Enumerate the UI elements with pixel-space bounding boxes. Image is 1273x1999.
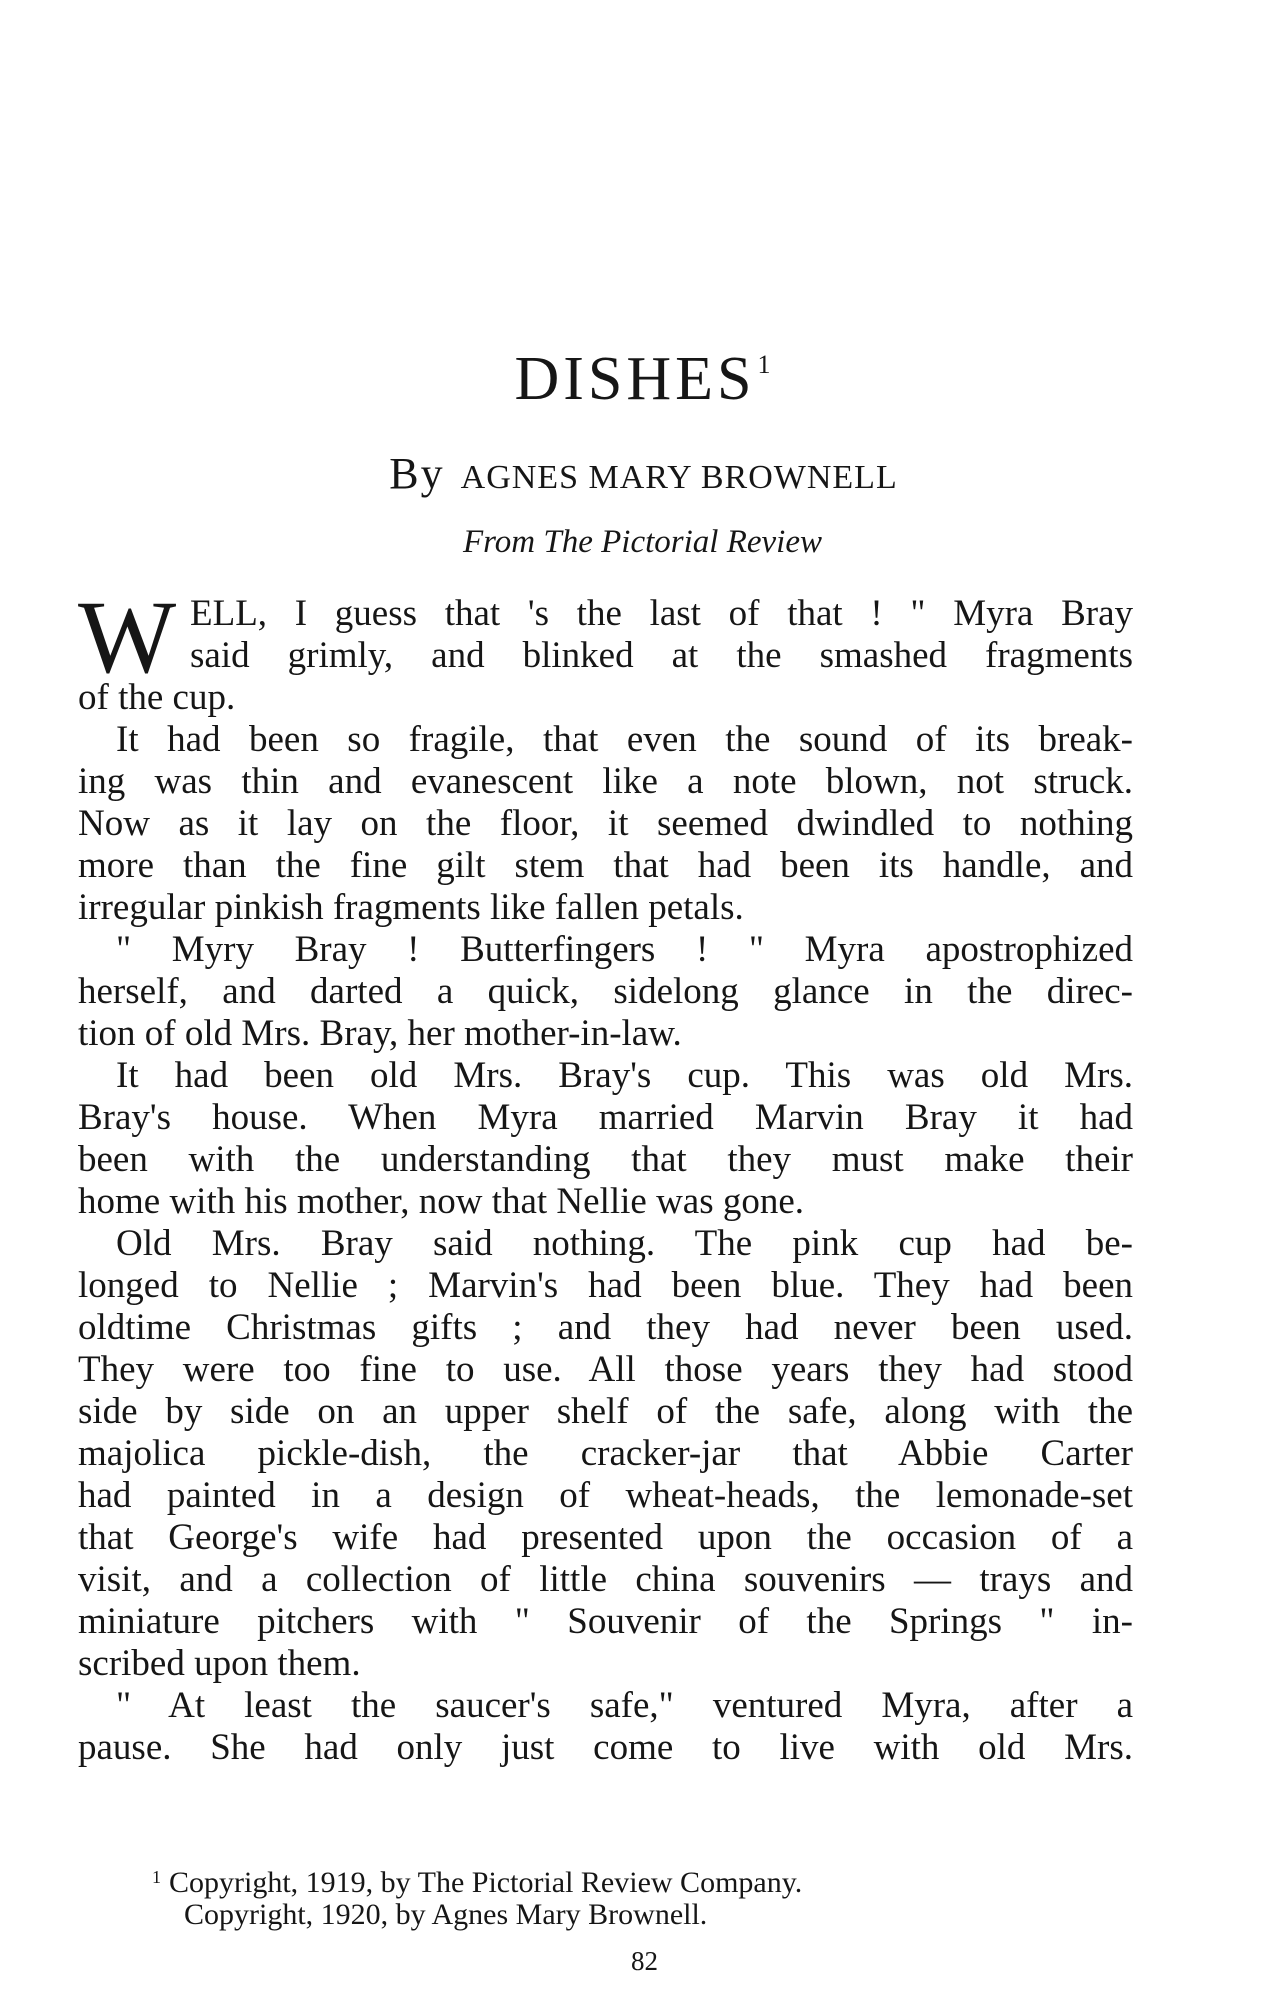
text-line: longed to Nellie ; Marvin's had been blue. They had been: [78, 1265, 1133, 1306]
source-prefix: From: [463, 524, 536, 560]
text-line: scribed upon them.: [78, 1643, 361, 1684]
text-line: Old Mrs. Bray said nothing. The pink cup had be-: [116, 1223, 1133, 1264]
drop-cap: W: [78, 580, 177, 695]
author-name: AGNES MARY BROWNELL: [460, 459, 898, 496]
text-line: more than the fine gilt stem that had been its handle, and: [78, 845, 1133, 886]
source-publication: The Pictorial Review: [543, 524, 822, 560]
text-line: Bray's house. When Myra married Marvin Bray it had: [78, 1097, 1133, 1138]
text-line: It had been old Mrs. Bray's cup. This was old Mrs.: [116, 1055, 1133, 1096]
text-line: pause. She had only just come to live with old Mrs.: [78, 1727, 1133, 1768]
text-line: that George's wife had presented upon the occasion of a: [78, 1517, 1133, 1558]
source-line: [0, 526, 1273, 559]
story-body: [78, 580, 1133, 1769]
footnote-marker: 1: [152, 1867, 161, 1887]
footnote-line-1: [152, 1859, 802, 1901]
text-line: " At least the saucer's safe," ventured Myra, after a: [116, 1685, 1133, 1726]
text-line: oldtime Christmas gifts ; and they had never been used.: [78, 1307, 1133, 1348]
text-line: herself, and darted a quick, sidelong glance in the direc-: [78, 971, 1133, 1012]
footnote-text-1: Copyright, 1919, by The Pictorial Review Company.: [169, 1866, 803, 1899]
footnote-line-2: Copyright, 1920, by Agnes Mary Brownell.: [184, 1898, 708, 1931]
text-line: of the cup.: [78, 677, 236, 718]
text-line: said grimly, and blinked at the smashed fragments: [190, 635, 1133, 676]
title-footnote-marker: 1: [757, 350, 771, 379]
story-title-text: DISHES: [514, 345, 756, 413]
text-line: irregular pinkish fragments like fallen petals.: [78, 887, 744, 928]
text-line: It had been so fragile, that even the sound of its break-: [116, 719, 1133, 760]
text-line: ing was thin and evanescent like a note blown, not struck.: [78, 761, 1133, 802]
text-line: miniature pitchers with " Souvenir of the Springs " in-: [78, 1601, 1133, 1642]
byline-by: By: [389, 449, 445, 498]
text-line: " Myry Bray ! Butterfingers ! " Myra apostrophized: [116, 929, 1133, 970]
text-line: been with the understanding that they must make their: [78, 1139, 1133, 1180]
author-byline: [0, 449, 1273, 498]
text-line: tion of old Mrs. Bray, her mother-in-law.: [78, 1013, 682, 1054]
text-line: Now as it lay on the floor, it seemed dwindled to nothing: [78, 803, 1133, 844]
text-line: visit, and a collection of little china souvenirs — trays and: [78, 1559, 1133, 1600]
text-line: majolica pickle-dish, the cracker-jar that Abbie Carter: [78, 1433, 1133, 1474]
text-line: They were too fine to use. All those years they had stood: [78, 1349, 1133, 1390]
text-line: home with his mother, now that Nellie was gone.: [78, 1181, 805, 1222]
page-number: 82: [631, 1946, 658, 1976]
text-line: had painted in a design of wheat-heads, the lemonade-set: [78, 1475, 1133, 1516]
text-line: side by side on an upper shelf of the safe, along with the: [78, 1391, 1133, 1432]
story-title: [0, 345, 1273, 413]
text-line: ELL, I guess that 's the last of that ! " Myra Bray: [190, 593, 1133, 634]
